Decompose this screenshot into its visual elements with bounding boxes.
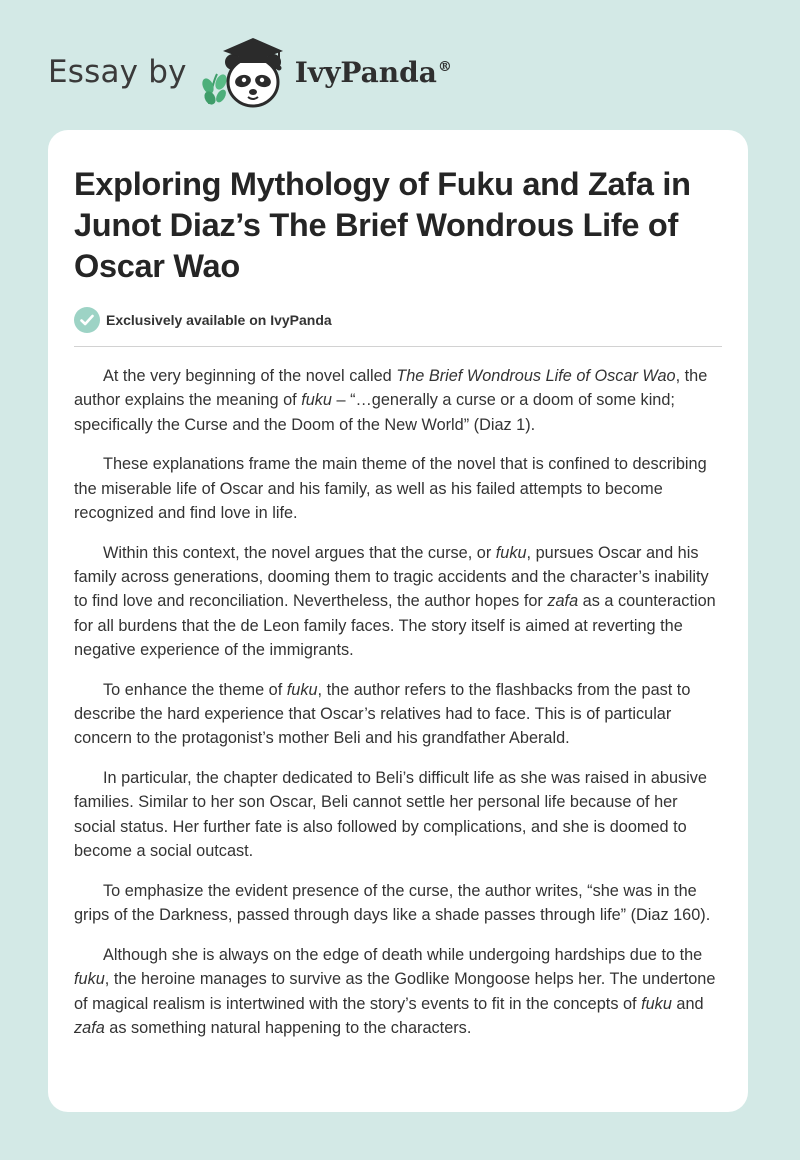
italic-text: fuku — [641, 994, 672, 1013]
brand-name[interactable]: IvyPanda® — [294, 55, 452, 89]
essay-card — [48, 130, 748, 1112]
essay-body — [74, 364, 722, 1040]
paragraph-text: , the author explains the meaning of — [74, 367, 708, 410]
essay-paragraph — [74, 879, 722, 928]
paragraph-text: as something natural happening to the characters. — [104, 1018, 472, 1037]
essay-paragraph — [74, 364, 722, 437]
essay-paragraph — [74, 678, 722, 751]
paragraph-text: , the heroine manages to survive as the Godlike Mongoose helps her. The undertone of magical realism is intertwined with the story’s events to fit in the concepts of — [74, 970, 716, 1013]
paragraph-text: and — [671, 994, 704, 1013]
paragraph-text: At the very beginning of the novel called — [103, 367, 397, 385]
essay-paragraph — [74, 766, 722, 863]
paragraph-text: Although she is always on the edge of death while undergoing hardships due to the — [103, 945, 703, 964]
paragraph-text: Within this context, the novel argues that the curse, or — [103, 543, 496, 562]
panda-graduation-cap-icon[interactable] — [199, 34, 291, 110]
divider — [74, 346, 722, 347]
registered-mark: ® — [437, 59, 452, 76]
italic-text: fuku — [286, 680, 318, 699]
paragraph-text: , pursues Oscar and his family across generations, dooming them to tragic accidents and the character’s inability to find love and reconciliation. Nevertheless, the author hopes for — [74, 543, 709, 611]
exclusive-badge — [74, 307, 722, 333]
italic-text: zafa — [74, 1018, 105, 1037]
italic-text: zafa — [547, 592, 579, 611]
paragraph-text: These explanations frame the main theme of the novel that is confined to describing the miserable life of Oscar and his family, as well as his failed attempts to become recognized and find love in life. — [74, 455, 707, 522]
paragraph-text: as a counteraction for all burdens that the de Leon family faces. The story itself is aimed at reverting the negative experience of the immigrants. — [74, 592, 716, 659]
italic-text: The Brief Wondrous Life of Oscar Wao — [396, 367, 676, 385]
essay-by-label: Essay by — [48, 54, 187, 90]
italic-text: fuku — [74, 970, 105, 989]
exclusive-label: Exclusively available on IvyPanda — [106, 312, 332, 328]
paragraph-text: To emphasize the evident presence of the curse, the author writes, “she was in the grips of the Darkness, passed through days like a shade passes through life” (Diaz 160). — [74, 881, 711, 925]
essay-paragraph — [74, 452, 722, 525]
paragraph-text: , the author refers to the flashbacks from the past to describe the hard experience that Oscar’s relatives had to face. This is of particular concern to the protagonist’s mother Beli and his grandfather Aberald. — [74, 680, 691, 748]
italic-text: fuku — [495, 543, 527, 562]
check-circle-icon — [74, 307, 100, 333]
site-header — [48, 34, 452, 110]
paragraph-text: – “…generally a curse or a doom of some kind; specifically the Curse and the Doom of the New World” (Diaz 1). — [74, 391, 675, 434]
essay-paragraph — [74, 541, 722, 662]
essay-paragraph — [74, 943, 722, 1040]
paragraph-text: To enhance the theme of — [103, 680, 287, 699]
italic-text: fuku — [301, 391, 332, 410]
paragraph-text: In particular, the chapter dedicated to Beli’s difficult life as she was raised in abusive families. Similar to her son Oscar, Beli cannot settle her personal life because of her social status. Her further fate is also followed by complications, and she is doomed to become a social outcast. — [74, 769, 707, 861]
essay-title: Exploring Mythology of Fuku and Zafa in Junot Diaz’s The Brief Wondrous Life of Oscar Wao — [74, 166, 691, 284]
